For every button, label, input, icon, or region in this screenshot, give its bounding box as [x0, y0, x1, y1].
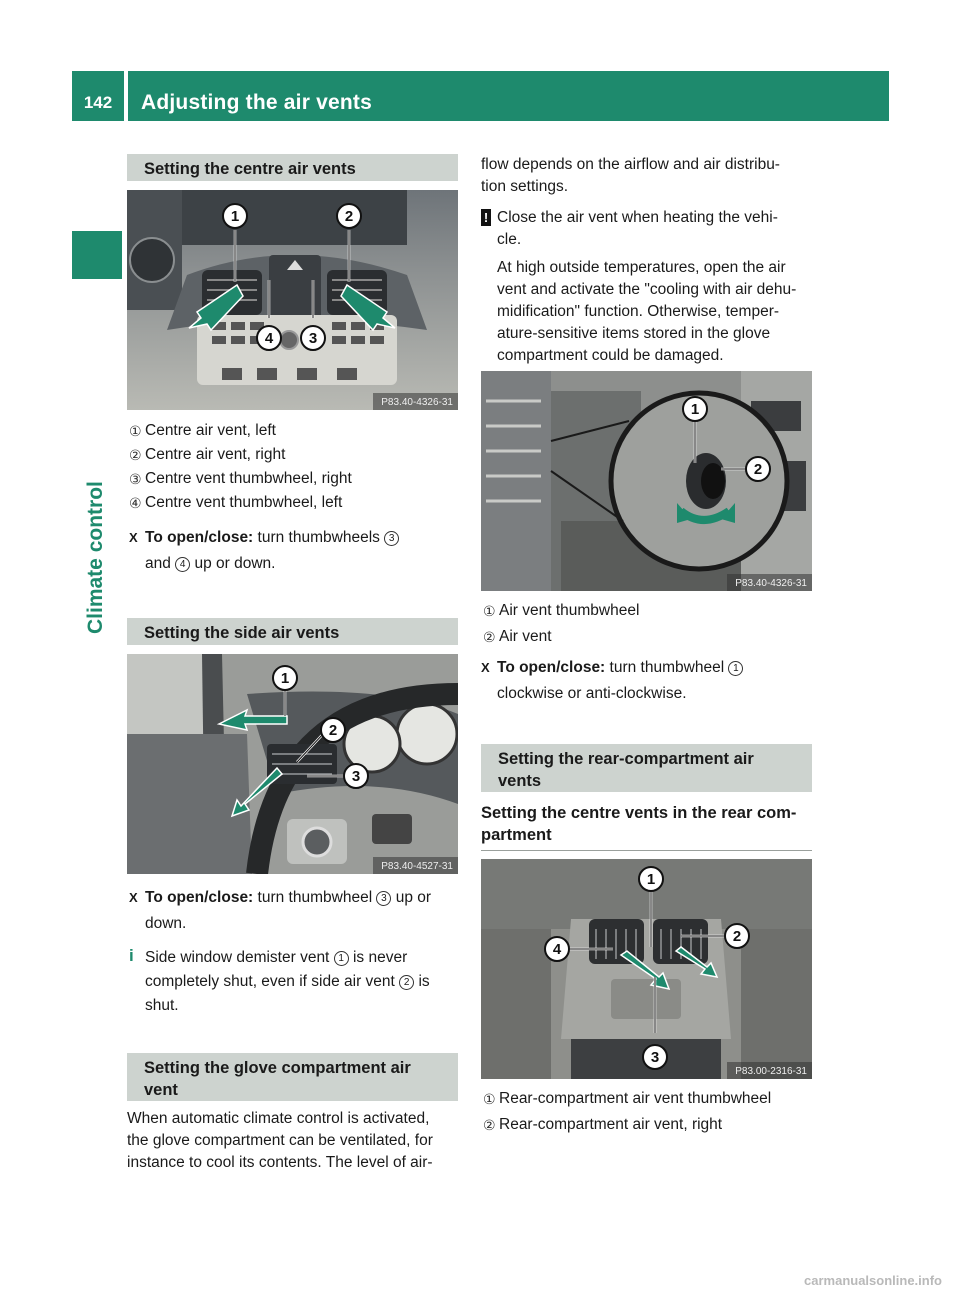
section-heading-side-vents: Setting the side air vents — [127, 618, 458, 645]
svg-text:3: 3 — [351, 768, 361, 785]
footer-watermark: carmanualsonline.info — [804, 1273, 942, 1288]
svg-text:1: 1 — [230, 208, 240, 225]
info-icon: i — [129, 946, 134, 965]
side-tab-label: Climate control — [84, 481, 107, 634]
figure-side-vents — [127, 654, 458, 874]
svg-text:1: 1 — [280, 670, 290, 687]
warning-icon: ! — [481, 209, 491, 226]
warning-note: Close the air vent when heating the vehi- cle. — [497, 209, 778, 248]
section-heading-glove-vent: Setting the glove compartment air vent — [127, 1053, 458, 1101]
info-note: Side window demister vent 1 is never completely shut, even if side air vent 2 is shut. — [145, 949, 430, 1014]
svg-text:2: 2 — [328, 722, 338, 739]
svg-text:4: 4 — [264, 330, 274, 347]
svg-text:2: 2 — [344, 208, 354, 225]
instruction-step: X To open/close: turn thumbwheel 1 clockwise or anti-clockwise. — [481, 655, 812, 709]
svg-text:2: 2 — [732, 928, 742, 945]
figure-code: P83.40-4326-31 — [381, 397, 453, 408]
figure-code: P83.40-4326-31 — [735, 578, 807, 589]
subheading-rear-centre-vents: Setting the centre vents in the rear com- partment — [481, 802, 812, 851]
svg-text:1: 1 — [690, 401, 700, 418]
page-title: Adjusting the air vents — [141, 91, 372, 114]
step-marker-icon: X — [129, 530, 138, 545]
figure-rear-vents — [481, 859, 812, 1079]
step-marker-icon: X — [481, 660, 490, 675]
step-marker-icon: X — [129, 890, 138, 905]
page-number: 142 — [83, 93, 113, 112]
glove-paragraph-continued: flow depends on the airflow and air distribu- tion settings. — [481, 156, 780, 195]
glove-paragraph: When automatic climate control is activated, the glove compartment can be ventilated, for instance to cool its contents. The level of air- — [127, 1110, 433, 1171]
svg-text:3: 3 — [308, 330, 318, 347]
side-tab-marker — [72, 231, 122, 279]
instruction-step: X To open/close: turn thumbwheels 3 and 4 up or down. — [129, 525, 460, 579]
instruction-step: X To open/close: turn thumbwheel 3 up or down. — [129, 885, 460, 939]
figure-code: P83.40-4527-31 — [381, 861, 453, 872]
svg-text:4: 4 — [552, 941, 562, 958]
svg-text:3: 3 — [650, 1049, 660, 1066]
section-heading-rear-vents: Setting the rear-compartment air vents — [481, 744, 812, 792]
figure-code: P83.00-2316-31 — [735, 1066, 807, 1077]
header-divider — [124, 71, 128, 121]
svg-text:2: 2 — [753, 461, 763, 478]
svg-text:1: 1 — [646, 871, 656, 888]
warning-detail: At high outside temperatures, open the air vent and activate the "cooling with air dehu- midification" function. Otherwise, temper- ature-sensitive items stored in the glove compartment could be damaged. — [497, 259, 797, 364]
figure-centre-vents — [127, 190, 458, 410]
figure-glove-vent — [481, 371, 812, 591]
section-heading-centre-vents: Setting the centre air vents — [127, 154, 458, 181]
